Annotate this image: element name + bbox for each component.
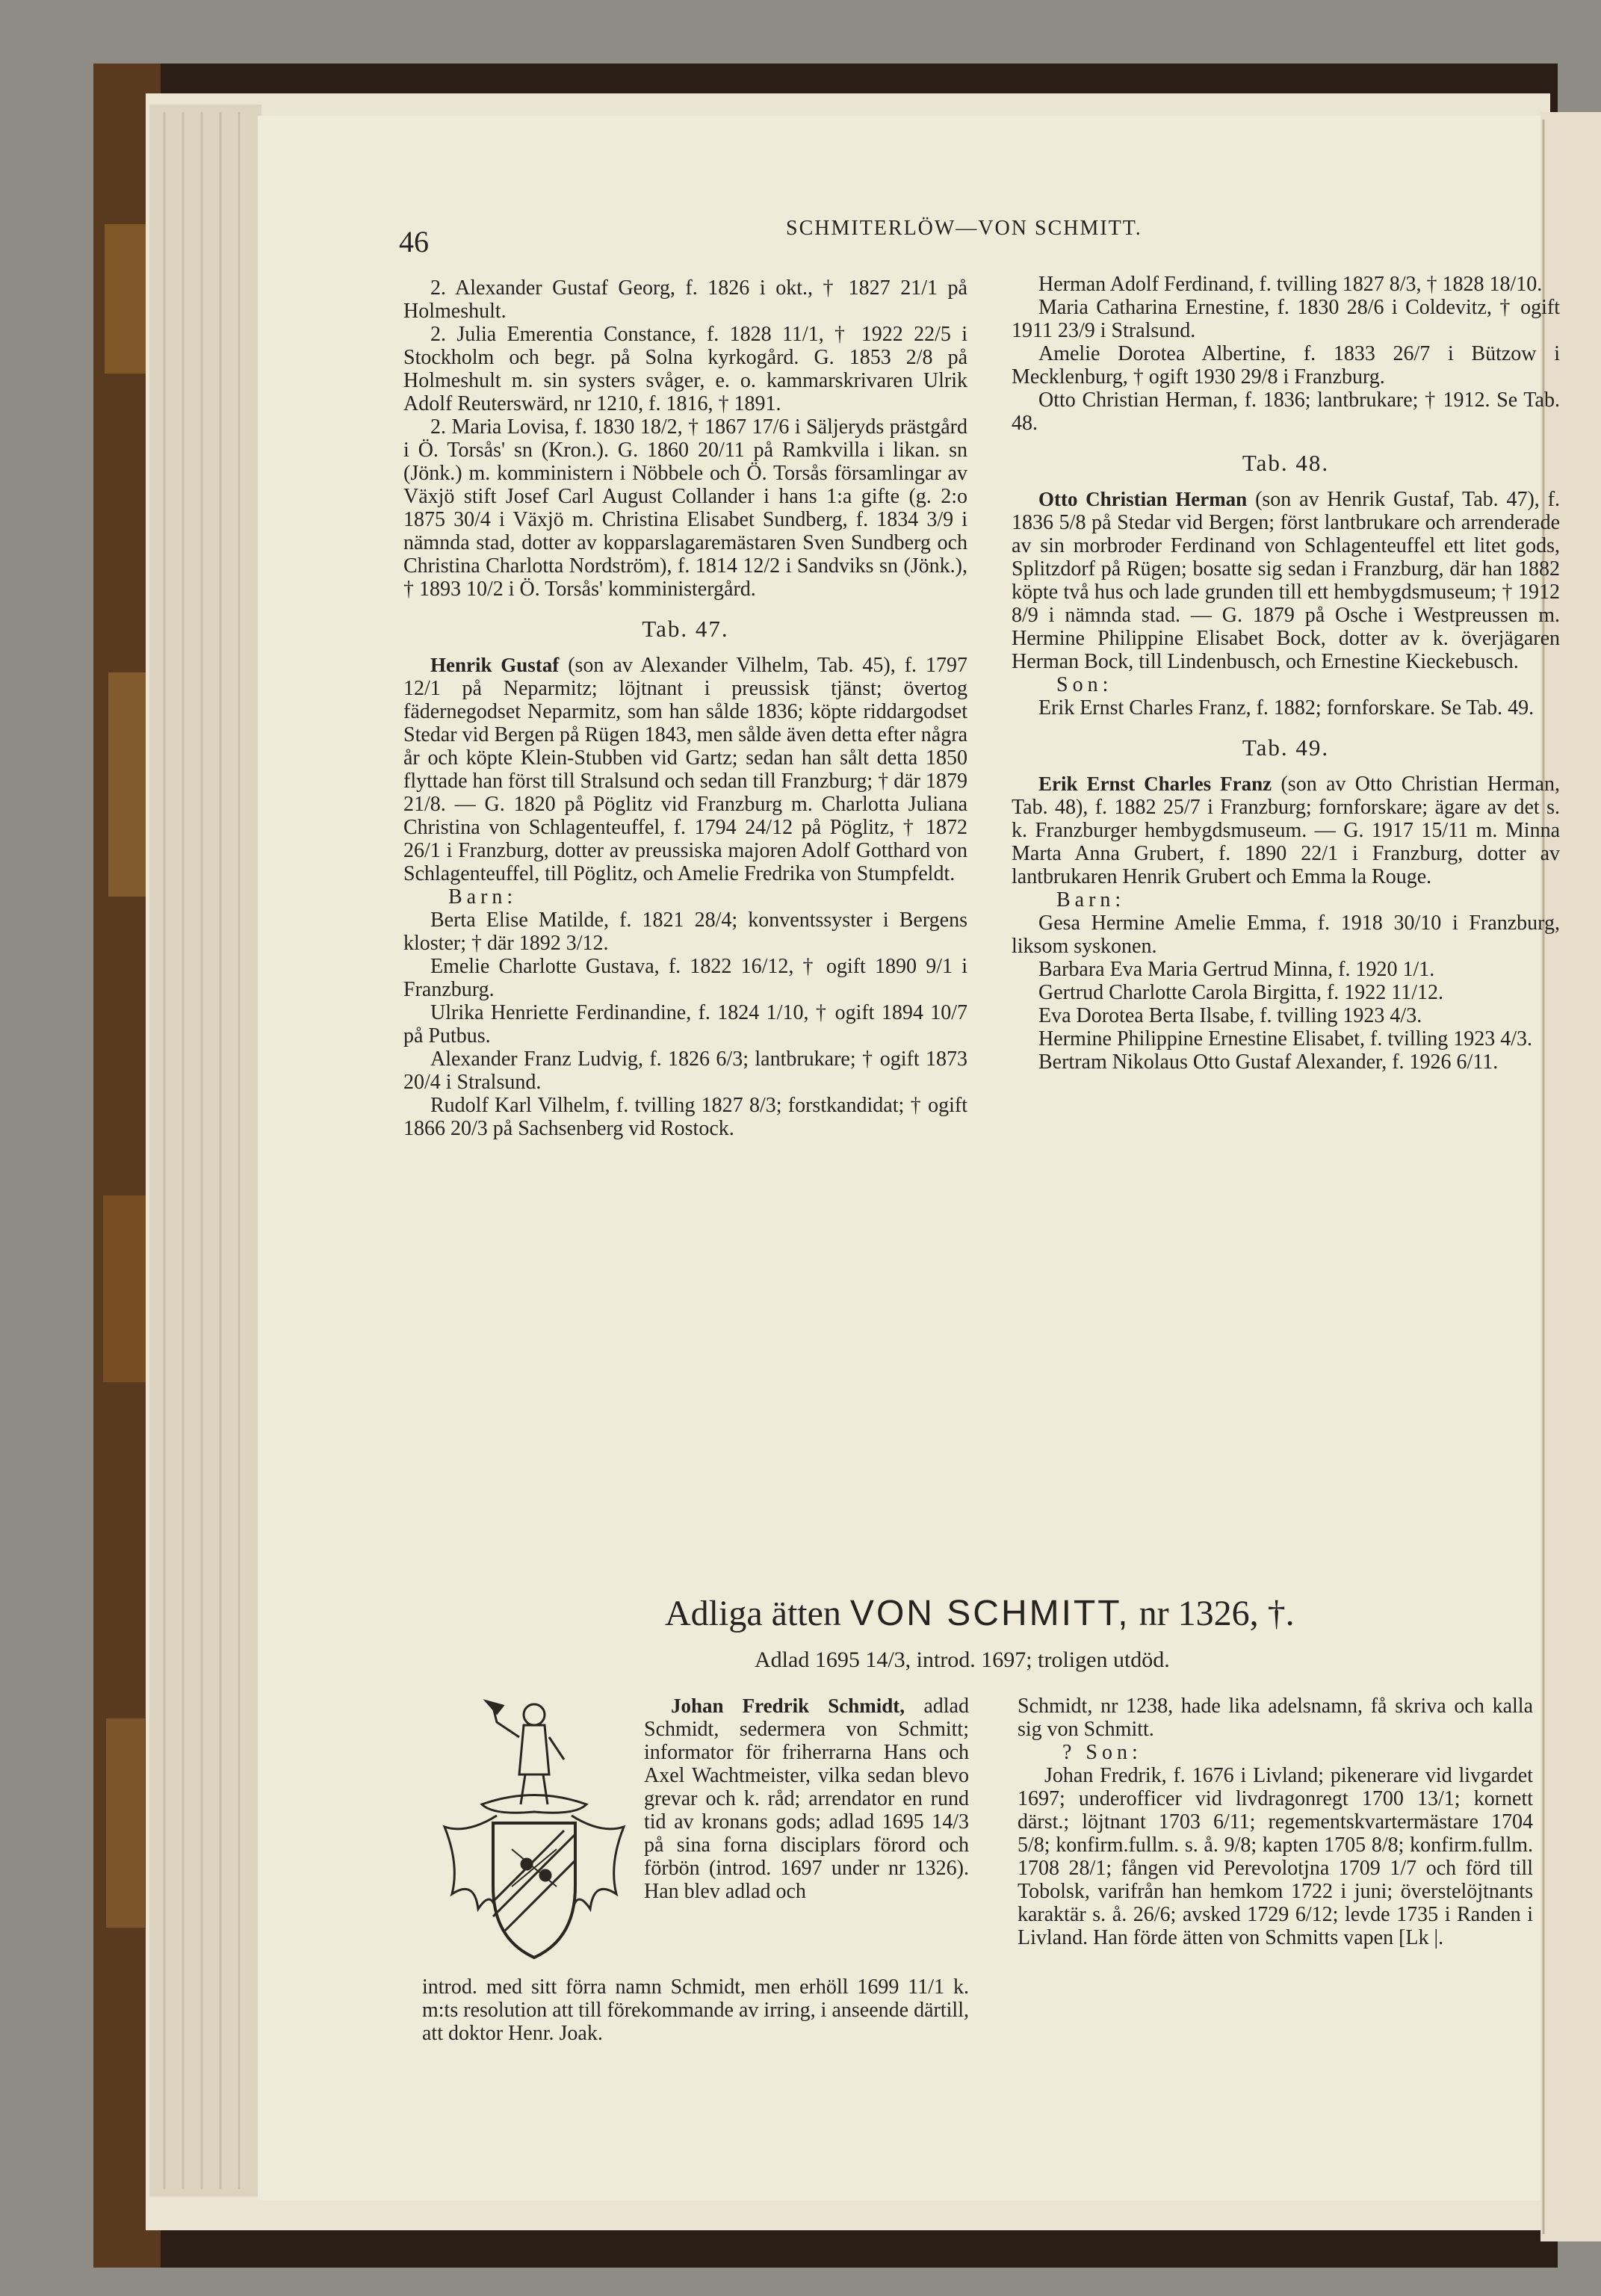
tab-48-heading: Tab. 48. <box>1242 450 1330 476</box>
child-entry: Eva Dorotea Berta Ilsabe, f. tvilling 1923 4/3. <box>1038 1004 1422 1027</box>
tab-49-text: (son av Otto Christian Herman, Tab. 48), f. 1882 25/7 i Franzburg; fornforskare; ägare av det s. k. Franzburger hembygdsmuseum. — G. 1917 15/11 m. Minna Marta Anna Grubert, f. 1890 22/1 i Franzburg, dotter av lantbrukaren Henrik Grubert och Emma la Rouge. <box>1012 773 1560 888</box>
left-entry-3: 2. Maria Lovisa, f. 1830 18/2, † 1867 17/6 i Säljeryds prästgård i Ö. Torsås' sn (Kron.). G. 1860 20/11 på Ramkvilla i likan. sn (Jönk.) m. komministern i Nöbbele och Ö. Torsås församlingar av Växjö stift Josef Carl August Collander i hans 1:a gifte (g. 2:o 1875 30/4 i Växjö m. Christina Elisabet Sundberg, f. 1834 3/9 i nämnda stad, dotter av kopparslagaremästaren Sven Sundberg och Christina Charlotta Nordström), f. 1814 12/2 i Sandviks sn (Jönk.), † 1893 10/2 i Ö. Torsås' komministergård. <box>403 415 967 601</box>
left-entry-2: 2. Julia Emerentia Constance, f. 1828 11/1, † 1922 22/5 i Stockholm och begr. på Solna kyrkogård. G. 1853 2/8 på Holmeshult m. sin systers svåger, e. o. kammarskrivaren Ulrik Adolf Reuterswärd, nr 1210, f. 1816, † 1891. <box>403 323 967 415</box>
right-entry-1: Herman Adolf Ferdinand, f. tvilling 1827 8/3, † 1828 18/10. <box>1038 273 1543 296</box>
section-right-entry-1: Schmidt, nr 1238, hade lika adelsnamn, få skriva och kalla sig von Schmitt. <box>1018 1695 1533 1741</box>
tab-49-heading: Tab. 49. <box>1242 734 1330 761</box>
child-entry: Berta Elise Matilde, f. 1821 28/4; konventssyster i Bergens kloster; † där 1892 3/12. <box>403 909 967 955</box>
child-entry: Hermine Philippine Ernestine Elisabet, f. tvilling 1923 4/3. <box>1038 1027 1533 1050</box>
section-title <box>665 1593 1295 1634</box>
left-entry-1: 2. Alexander Gustaf Georg, f. 1826 i okt., † 1827 21/1 på Holmeshult. <box>403 276 967 323</box>
tab-49-entry <box>1012 773 1560 888</box>
tab-48-entry <box>1012 488 1560 673</box>
tab-48-text: (son av Henrik Gustaf, Tab. 47), f. 1836 5/8 på Stedar vid Bergen; först lantbrukare och arrenderade av sin morbroder Ferdinand von Schlagenteuffel ett litet gods, Splitzdorf på Rügen; bosatte sig sedan i Franzburg, där han 1882 köpte två hus och lade grunden till ett hembygdsmuseum; † 1912 8/9 i nämnda stad. — G. 1879 på Osche i Westpreussen m. Hermine Philippine Elisabet Bock, dotter av k. överjägaren Herman Bock, till Lindenbusch, och Ernestine Kieckebusch. <box>1012 488 1560 673</box>
tab-47-lemma: Henrik Gustaf <box>430 654 560 676</box>
section-right-column <box>1018 1695 1533 1949</box>
section-intro-rest: adlad Schmidt, sedermera von Schmitt; informator för friherrarna Hans och Axel Wachtmeister, vilka sedan blevo grevar och k. råd; arrendator en rund tid av kronans gods; adlad 1695 14/3 på sina forna disciplars förord och förbön (introd. 1697 under nr 1326). Han blev adlad och <box>644 1695 969 1903</box>
section-son-entry: Johan Fredrik, f. 1676 i Livland; pikenerare vid livgardet 1697; underofficer vid livdragonregt 1700 13/1; kornett därst.; löjtnant 1703 6/11; regementskvartermästare 1704 5/8; konfirm.fullm. s. å. 9/8; kapten 1705 8/8; konfirm.fullm. 1708 28/1; fången vid Perevolotjna 1709 1/7 och förd till Tobolsk, varifrån han hemkom 1722 i juni; överstelöjtnants karaktär s. å. 26/6; avsked 1729 6/12; levde 1735 i Randen i Livland. Han förde ätten von Schmitts vapen [Lk |. <box>1018 1764 1533 1949</box>
child-entry: Gertrud Charlotte Carola Birgitta, f. 1922 11/12. <box>1038 981 1444 1004</box>
child-entry: Gesa Hermine Amelie Emma, f. 1918 30/10 i Franzburg, liksom syskonen. <box>1012 912 1560 958</box>
right-entry-3: Amelie Dorotea Albertine, f. 1833 26/7 i Bützow i Mecklenburg, † ogift 1930 29/8 i Franzburg. <box>1012 342 1560 389</box>
tab-47-heading: Tab. 47. <box>642 616 729 642</box>
section-intro-lemma: Johan Fredrik Schmidt, <box>671 1695 905 1717</box>
right-column <box>1012 273 1560 1074</box>
section-son-heading: ? Son: <box>1062 1741 1142 1764</box>
tab-47-entry <box>403 654 967 885</box>
tab-49-children-heading: Barn: <box>1056 888 1126 912</box>
coat-of-arms-icon <box>422 1692 639 1969</box>
tab-49-lemma: Erik Ernst Charles Franz <box>1038 773 1272 795</box>
section-subtitle: Adlad 1695 14/3, introd. 1697; troligen utdöd. <box>755 1647 1170 1672</box>
page-number: 46 <box>399 225 429 259</box>
child-entry: Barbara Eva Maria Gertrud Minna, f. 1920 1/1. <box>1038 958 1435 981</box>
left-column <box>403 276 967 1140</box>
tab-48-son-heading: Son: <box>1056 673 1113 696</box>
child-entry: Ulrika Henriette Ferdinandine, f. 1824 1/10, † ogift 1894 10/7 på Putbus. <box>403 1001 967 1048</box>
section-intro-text <box>644 1695 969 1903</box>
running-head: SCHMITERLÖW—VON SCHMITT. <box>786 217 1142 240</box>
child-entry: Alexander Franz Ludvig, f. 1826 6/3; lantbrukare; † ogift 1873 20/4 i Stralsund. <box>403 1048 967 1094</box>
child-entry: Emelie Charlotte Gustava, f. 1822 16/12, † ogift 1890 9/1 i Franzburg. <box>403 955 967 1001</box>
child-entry: Rudolf Karl Vilhelm, f. tvilling 1827 8/3; forstkandidat; † ogift 1866 20/3 på Sachsenberg vid Rostock. <box>403 1094 967 1140</box>
tab-47-children-heading: Barn: <box>448 885 518 909</box>
right-entry-4: Otto Christian Herman, f. 1836; lantbrukare; † 1912. Se Tab. 48. <box>1012 389 1560 435</box>
child-entry: Bertram Nikolaus Otto Gustaf Alexander, f. 1926 6/11. <box>1038 1050 1499 1074</box>
section-intro-tail-text: introd. med sitt förra namn Schmidt, men erhöll 1699 11/1 k. m:ts resolution att till förekommande av irring, i anseende därtill, att doktor Henr. Joak. <box>422 1975 969 2045</box>
tab-48-lemma: Otto Christian Herman <box>1038 488 1248 510</box>
section-title-prefix: Adliga ätten <box>665 1594 841 1633</box>
right-entry-2: Maria Catharina Ernestine, f. 1830 28/6 i Coldevitz, † ogift 1911 23/9 i Stralsund. <box>1012 296 1560 342</box>
tab-47-text: (son av Alexander Vilhelm, Tab. 45), f. 1797 12/1 på Neparmitz; löjtnant i preussisk tjänst; övertog fädernegodset Neparmitz, som han sålde 1836; köpte riddargodset Stedar vid Bergen på Rügen 1843, men sålde även detta efter några år och köpte Klein-Stubben vid Gartz; sedan han sålt detta 1850 flyttade han först till Stralsund och sedan till Franzburg; † där 1879 21/8. — G. 1820 på Pöglitz vid Franzburg m. Charlotta Juliana Christina von Schlagenteuffel, f. 1794 24/12 på Pöglitz, † 1872 26/1 i Franzburg, dotter av preussiska majoren Adolf Gotthard von Schlagenteuffel, till Pöglitz, och Amelie Fredrika von Stumpfeldt. <box>403 654 967 885</box>
section-intro-tail <box>422 1975 969 2045</box>
section-intro <box>644 1695 969 1903</box>
section-title-suffix: nr 1326, †. <box>1139 1594 1295 1633</box>
section-title-name: VON SCHMITT, <box>849 1594 1130 1633</box>
child-entry: Erik Ernst Charles Franz, f. 1882; fornforskare. Se Tab. 49. <box>1038 696 1535 720</box>
